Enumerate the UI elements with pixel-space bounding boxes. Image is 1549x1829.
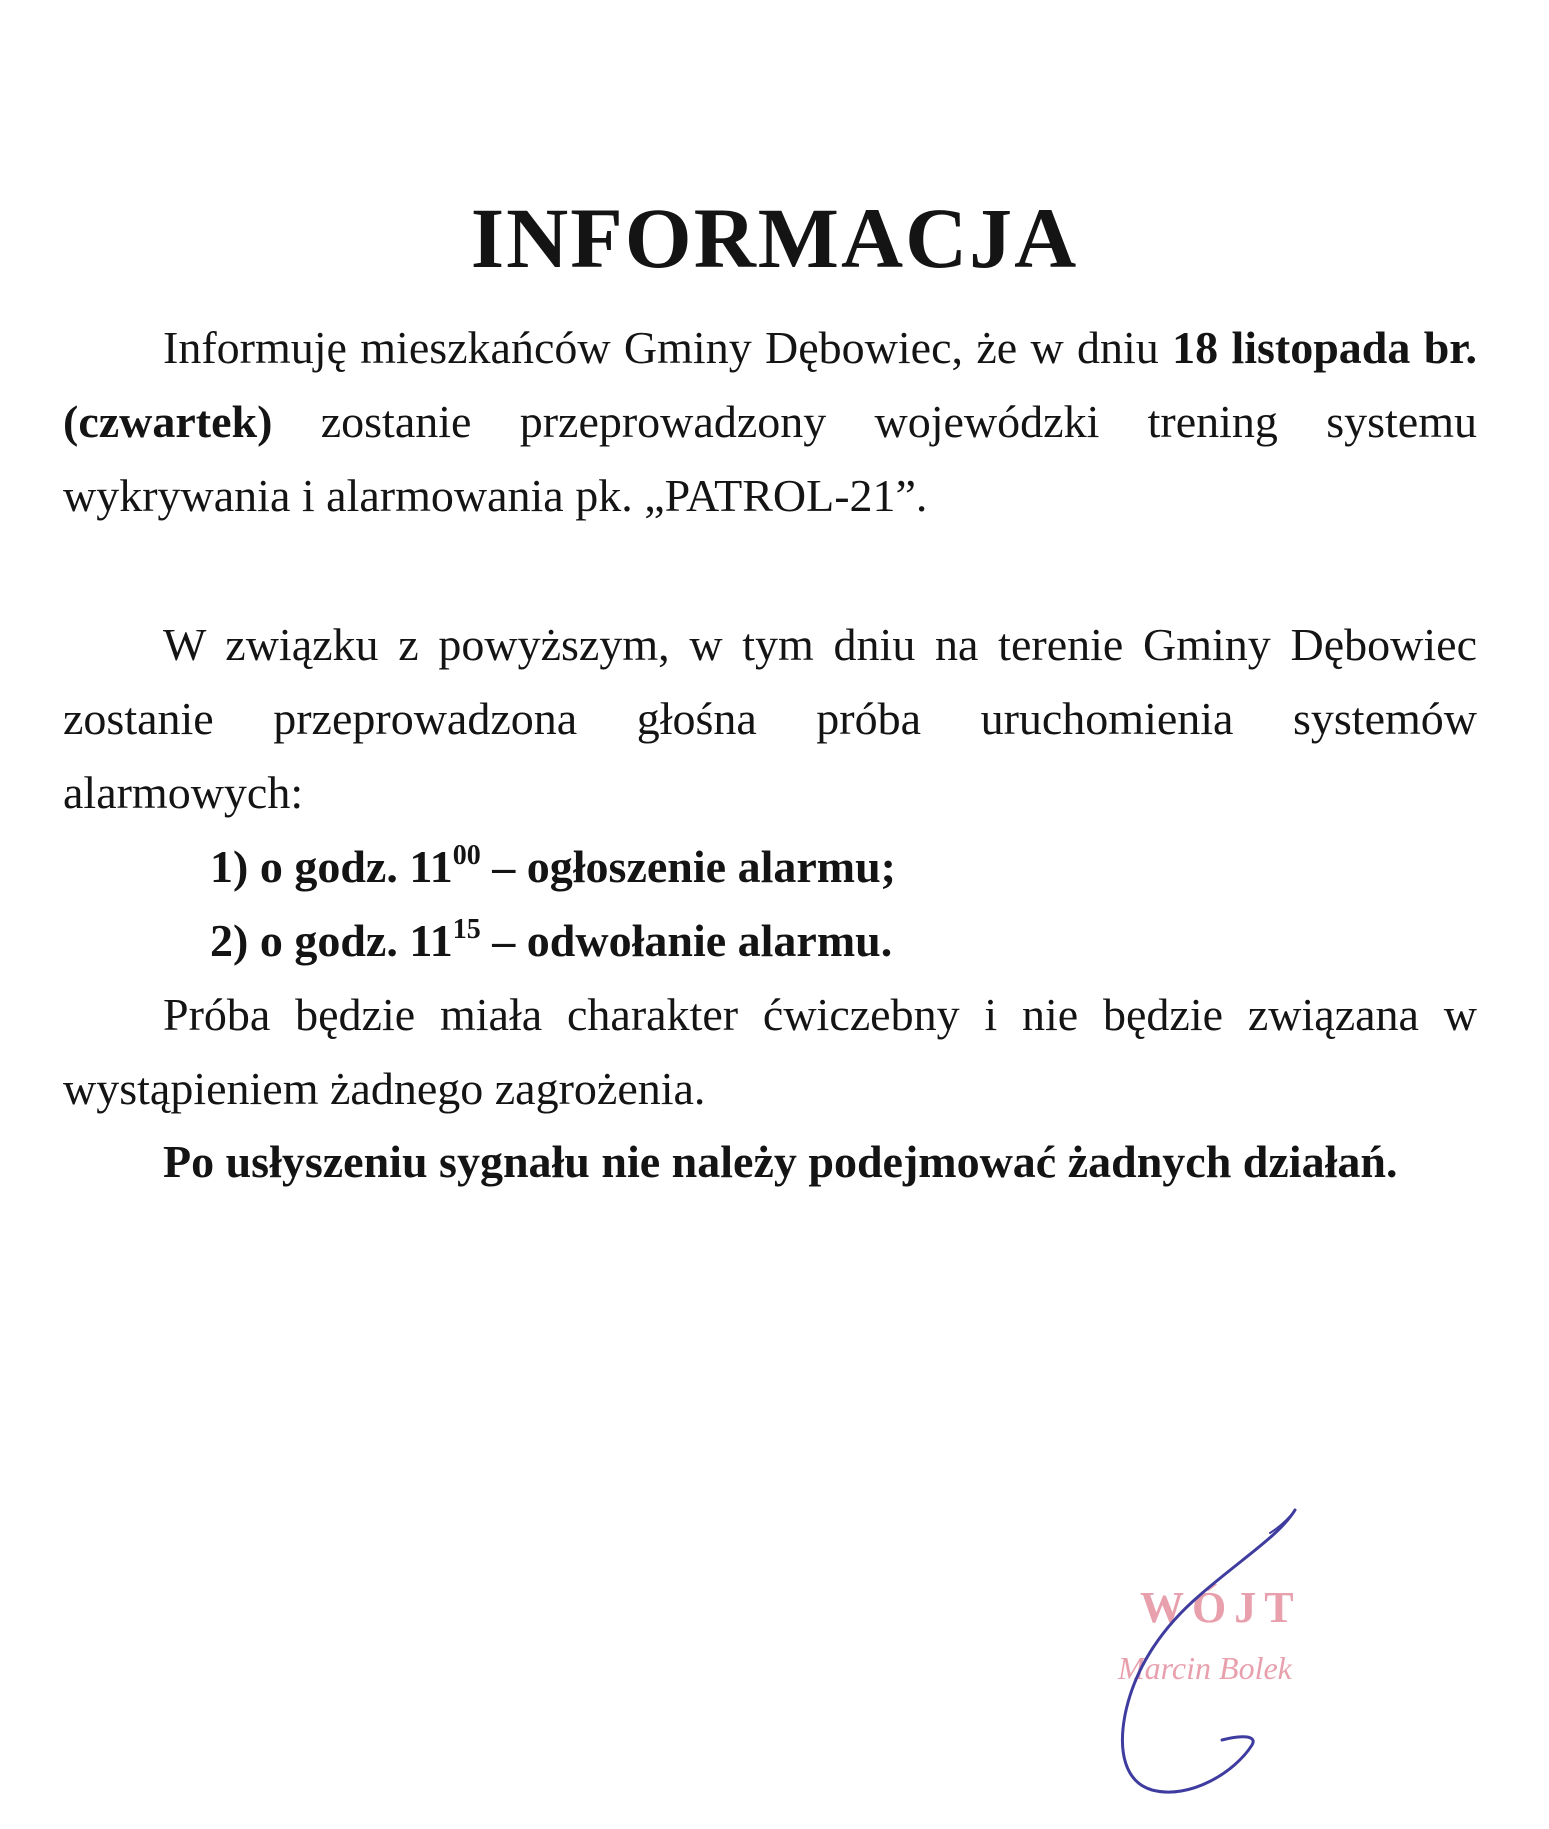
list-item-prefix: 2) o godz. 11	[210, 915, 453, 966]
list-item-minutes: 15	[452, 914, 481, 945]
exercise-note-text: Próba będzie miała charakter ćwiczebny i nie będzie związana w wystąpieniem żadnego zagrożenia.	[63, 989, 1477, 1114]
paragraph-warning	[63, 1125, 1477, 1199]
stamp-title: WÓJT	[1140, 1583, 1302, 1632]
paragraph-test-info	[63, 608, 1477, 830]
paragraph-announcement	[63, 311, 1477, 533]
signature-icon	[1080, 1500, 1340, 1800]
list-item-prefix: 1) o godz. 11	[210, 841, 453, 892]
stamp-name: Marcin Bolek	[1118, 1650, 1292, 1686]
test-info-text: W związku z powyższym, w tym dniu na terenie Gminy Dębowiec zostanie przeprowadzona głośna próba uruchomienia systemów alarmowych:	[63, 619, 1477, 818]
list-item-suffix: – ogłoszenie alarmu;	[480, 841, 896, 892]
paragraph-exercise-note	[63, 978, 1477, 1126]
announcement-date: 18 listopada br. (czwartek)	[63, 322, 1477, 447]
announcement-rest: zostanie przeprowadzony wojewódzki trening systemu wykrywania i alarmowania pk. „PATROL-21”.	[63, 396, 1477, 521]
announcement-intro: Informuję mieszkańców Gminy Dębowiec, że w dniu	[163, 322, 1173, 373]
list-item-suffix: – odwołanie alarmu.	[480, 915, 893, 966]
list-item-alarm-start	[210, 830, 896, 904]
list-item-alarm-end	[210, 904, 892, 978]
warning-text: Po usłyszeniu sygnału nie należy podejmować żadnych działań.	[163, 1136, 1398, 1187]
list-item-minutes: 00	[452, 840, 481, 871]
document-title: INFORMACJA	[470, 190, 1079, 286]
